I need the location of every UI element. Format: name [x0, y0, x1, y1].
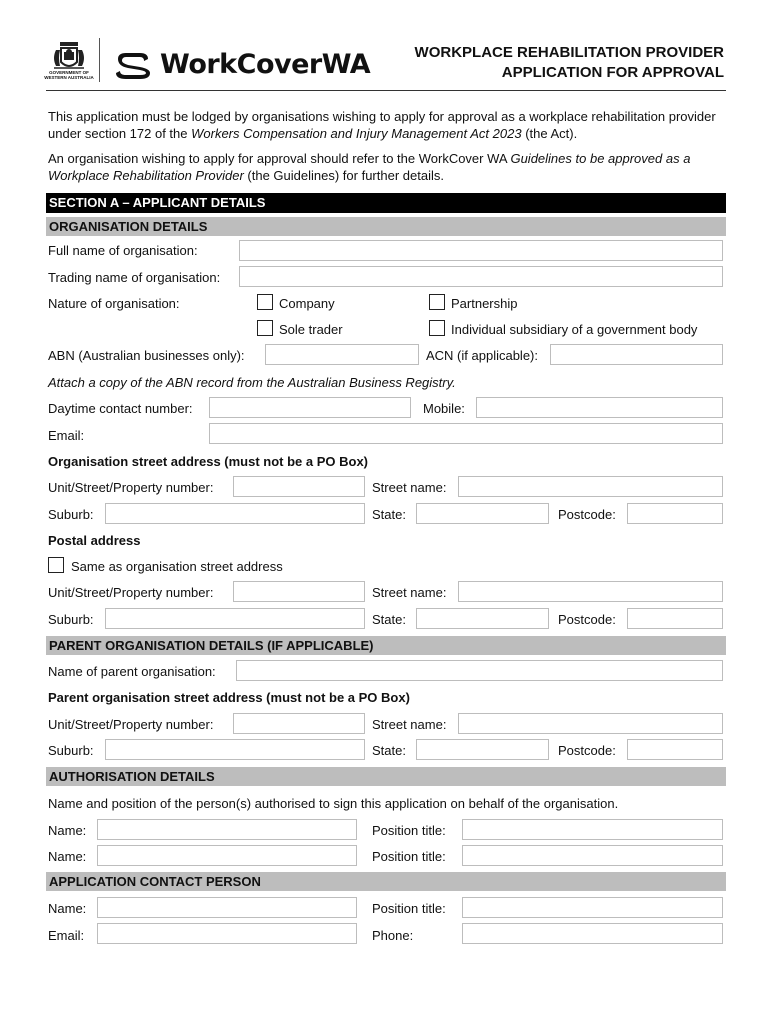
parent-state-label: State: [372, 743, 406, 758]
abn-note: Attach a copy of the ABN record from the Australian Business Registry. [48, 375, 456, 390]
state-input[interactable] [416, 503, 549, 524]
company-label: Company [279, 296, 335, 311]
auth-name1-label: Name: [48, 823, 87, 838]
postcode-input[interactable] [627, 503, 723, 524]
intro-p1-text: This application must be lodged by organisations wishing to apply for approval as a workplace rehabilitation provider under section 172 of the [48, 109, 716, 141]
parent-suburb-input[interactable] [105, 739, 365, 760]
trading-name-label: Trading name of organisation: [48, 270, 221, 285]
postal-unit-label: Unit/Street/Property number: [48, 585, 214, 600]
auth-name2-input[interactable] [97, 845, 357, 866]
contact-email-input[interactable] [97, 923, 357, 944]
street-address-heading: Organisation street address (must not be a PO Box) [48, 454, 369, 469]
parent-name-label: Name of parent organisation: [48, 664, 216, 679]
postal-postcode-input[interactable] [627, 608, 723, 629]
suburb-input[interactable] [105, 503, 365, 524]
abn-label: ABN (Australian businesses only): [48, 348, 245, 363]
contact-position-input[interactable] [462, 897, 723, 918]
contact-person-heading: APPLICATION CONTACT PERSON [46, 872, 726, 891]
street-name-input[interactable] [458, 476, 723, 497]
email-input[interactable] [209, 423, 723, 444]
postal-state-label: State: [372, 612, 406, 627]
form-title-line1: WORKPLACE REHABILITATION PROVIDER [414, 44, 724, 61]
daytime-input[interactable] [209, 397, 411, 418]
postal-postcode-label: Postcode: [558, 612, 616, 627]
mobile-label: Mobile: [423, 401, 465, 416]
auth-name1-input[interactable] [97, 819, 357, 840]
postal-street-input[interactable] [458, 581, 723, 602]
auth-position2-label: Position title: [372, 849, 446, 864]
same-as-checkbox[interactable] [48, 557, 64, 573]
postal-street-label: Street name: [372, 585, 447, 600]
parent-name-input[interactable] [236, 660, 723, 681]
parent-org-heading: PARENT ORGANISATION DETAILS (IF APPLICABLE) [46, 636, 726, 655]
auth-name2-label: Name: [48, 849, 87, 864]
acn-label: ACN (if applicable): [426, 348, 538, 363]
postal-suburb-input[interactable] [105, 608, 365, 629]
partnership-checkbox[interactable] [429, 294, 445, 310]
same-as-label: Same as organisation street address [71, 559, 283, 574]
authorisation-description: Name and position of the person(s) authorised to sign this application on behalf of the organisation. [48, 796, 619, 811]
header-rule [46, 90, 726, 91]
parent-street-label: Street name: [372, 717, 447, 732]
intro-paragraph-1 [48, 109, 728, 142]
workcover-s-icon [112, 49, 156, 81]
email-label: Email: [48, 428, 85, 443]
sole-trader-label: Sole trader [279, 322, 343, 337]
suburb-label: Suburb: [48, 507, 94, 522]
intro-p1-tail: (the Act). [521, 125, 578, 141]
subsidiary-label: Individual subsidiary of a government body [451, 322, 698, 337]
parent-suburb-label: Suburb: [48, 743, 94, 758]
intro-p2-text: An organisation wishing to apply for approval should refer to the WorkCover WA [48, 151, 511, 166]
workcover-logo [112, 48, 370, 82]
logo-divider [99, 38, 100, 82]
org-details-heading: ORGANISATION DETAILS [46, 217, 726, 236]
guidelines-title: Guidelines to be approved as a Workplace Rehabilitation Provider [48, 151, 691, 183]
abn-input[interactable] [265, 344, 419, 365]
postal-state-input[interactable] [416, 608, 549, 629]
postal-suburb-label: Suburb: [48, 612, 94, 627]
nature-label: Nature of organisation: [48, 296, 180, 311]
contact-name-input[interactable] [97, 897, 357, 918]
contact-phone-label: Phone: [372, 928, 414, 943]
gov-text-line1: GOVERNMENT OF [49, 70, 89, 75]
acn-input[interactable] [550, 344, 723, 365]
auth-position1-label: Position title: [372, 823, 446, 838]
daytime-label: Daytime contact number: [48, 401, 193, 416]
brand-name: WorkCoverWA [160, 49, 371, 80]
contact-email-label: Email: [48, 928, 85, 943]
trading-name-input[interactable] [239, 266, 723, 287]
parent-postcode-input[interactable] [627, 739, 723, 760]
mobile-input[interactable] [476, 397, 723, 418]
parent-postcode-label: Postcode: [558, 743, 616, 758]
intro-paragraph-2 [48, 151, 728, 184]
contact-name-label: Name: [48, 901, 87, 916]
parent-state-input[interactable] [416, 739, 549, 760]
intro-p2-tail: (the Guidelines) for further details. [243, 167, 444, 183]
subsidiary-checkbox[interactable] [429, 320, 445, 336]
gov-text-line2: WESTERN AUSTRALIA [44, 75, 94, 80]
full-name-label: Full name of organisation: [48, 243, 198, 258]
street-name-label: Street name: [372, 480, 447, 495]
unit-label: Unit/Street/Property number: [48, 480, 214, 495]
parent-street-input[interactable] [458, 713, 723, 734]
company-checkbox[interactable] [257, 294, 273, 310]
act-title: Workers Compensation and Injury Management Act 2023 [191, 125, 522, 141]
auth-position1-input[interactable] [462, 819, 723, 840]
partnership-label: Partnership [451, 296, 518, 311]
postal-address-heading: Postal address [48, 533, 141, 548]
authorisation-heading: AUTHORISATION DETAILS [46, 767, 726, 786]
section-a-heading: SECTION A – APPLICANT DETAILS [46, 193, 726, 213]
full-name-input[interactable] [239, 240, 723, 261]
unit-input[interactable] [233, 476, 365, 497]
parent-unit-label: Unit/Street/Property number: [48, 717, 214, 732]
contact-position-label: Position title: [372, 901, 446, 916]
postal-unit-input[interactable] [233, 581, 365, 602]
sole-trader-checkbox[interactable] [257, 320, 273, 336]
auth-position2-input[interactable] [462, 845, 723, 866]
parent-unit-input[interactable] [233, 713, 365, 734]
postcode-label: Postcode: [558, 507, 616, 522]
form-title-line2: APPLICATION FOR APPROVAL [501, 64, 724, 81]
parent-street-heading: Parent organisation street address (must not be a PO Box) [48, 690, 410, 705]
state-label: State: [372, 507, 406, 522]
contact-phone-input[interactable] [462, 923, 723, 944]
